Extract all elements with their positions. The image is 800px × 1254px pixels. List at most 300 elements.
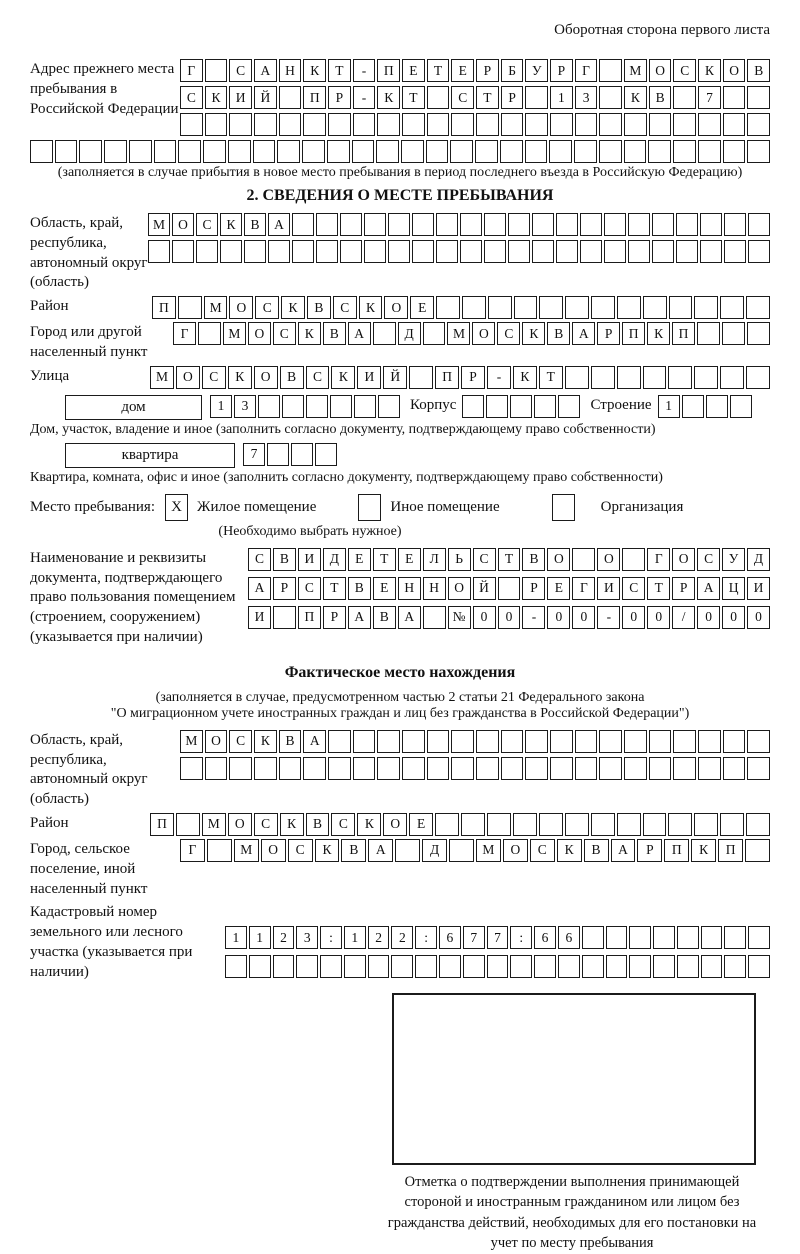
char-box [388,240,410,263]
char-box [525,113,548,136]
char-box [558,395,580,418]
char-box [225,955,247,978]
char-box: Л [423,548,446,571]
stamp-area [30,993,770,1254]
char-box: К [280,813,304,836]
char-box: О [176,366,200,389]
char-box: К [298,322,321,345]
char-box [484,213,506,236]
char-box [700,213,722,236]
char-box [486,395,508,418]
char-box: - [597,606,620,629]
street-row [30,366,770,389]
char-box: 0 [622,606,645,629]
char-box [451,113,474,136]
char-box [628,213,650,236]
char-box: Г [173,322,196,345]
char-box [724,213,746,236]
char-box [228,140,251,163]
doc-grid-row2 [248,577,770,600]
char-box [451,757,474,780]
char-box [629,955,651,978]
char-box: П [150,813,174,836]
char-box [599,86,622,109]
cadastral-label: Кадастровый номер земельного или лесного участка (указывается при наличии) [30,904,193,980]
char-box [575,757,598,780]
char-box [340,240,362,263]
char-box: Р [501,86,524,109]
char-box [475,140,498,163]
char-box: Г [575,59,598,82]
char-box: О [547,548,570,571]
char-box [391,955,413,978]
char-box: - [353,59,376,82]
char-box [643,366,667,389]
char-box [427,757,450,780]
char-box [677,955,699,978]
char-box [104,140,127,163]
char-box: Й [254,86,277,109]
char-box [501,730,524,753]
char-box [196,240,218,263]
char-box: 7 [487,926,509,949]
char-box [746,296,770,319]
char-box [720,296,744,319]
char-box: А [248,577,271,600]
char-box: Г [180,839,205,862]
char-box: П [435,366,459,389]
char-box: : [510,926,532,949]
char-box [427,113,450,136]
char-box [582,955,604,978]
char-box [244,240,266,263]
char-box [353,757,376,780]
char-box: У [722,548,745,571]
char-box: М [202,813,226,836]
char-box: С [673,59,696,82]
prev-address-grid-row1 [180,59,770,82]
char-box: Т [328,59,351,82]
char-box [697,322,720,345]
char-box [180,113,203,136]
char-box [723,86,746,109]
char-box [673,730,696,753]
char-box [279,113,302,136]
char-box [534,955,556,978]
char-box: 2 [273,926,295,949]
stay-type-row [30,494,770,521]
char-box [565,296,589,319]
char-box [723,140,746,163]
char-box [229,757,252,780]
char-box [673,113,696,136]
char-box [534,395,556,418]
prev-address-label: Адрес прежнего места пребывания в Российской Федерации [30,61,179,117]
char-box: 7 [243,443,265,466]
char-box [328,730,351,753]
char-box: О [649,59,672,82]
checkbox-residential: X [165,494,188,521]
char-box [461,813,485,836]
char-box: О [503,839,528,862]
char-box [436,296,460,319]
char-box: П [298,606,321,629]
char-box [700,240,722,263]
char-box: Т [323,577,346,600]
char-box: К [647,322,670,345]
char-box: А [398,606,421,629]
char-box [427,730,450,753]
char-box [746,813,770,836]
char-box [462,296,486,319]
stay-type-label: Место пребывания: [30,498,155,515]
char-box: С [229,59,252,82]
checkbox-organization [552,494,575,521]
char-box [539,813,563,836]
char-box: 0 [547,606,570,629]
char-box [254,113,277,136]
char-box: Т [427,59,450,82]
char-box: Е [373,577,396,600]
char-box [624,140,647,163]
char-box: В [279,730,302,753]
char-box [606,926,628,949]
char-box [676,213,698,236]
char-box [378,395,400,418]
char-box [556,213,578,236]
char-box: В [307,296,331,319]
char-box: Н [423,577,446,600]
char-box [649,730,672,753]
char-box [462,395,484,418]
char-box: К [377,86,400,109]
actual-city-label: Город, сельское поселение, иной населенный пункт [30,840,148,897]
korpus-label: Корпус [410,396,457,413]
char-box: С [497,322,520,345]
char-box [565,813,589,836]
char-box: Д [422,839,447,862]
char-box [412,240,434,263]
stamp-caption: Отметка о подтверждении выполнения принимающей стороной и иностранным гражданином или лицом без гражданства действий, необходимых для его постановки на учет по месту пребывания [387,1173,757,1252]
char-box [591,366,615,389]
char-box [402,730,425,753]
house-type-box: дом [65,395,202,420]
char-box [694,296,718,319]
char-box: 1 [550,86,573,109]
char-box: К [331,366,355,389]
char-box [55,140,78,163]
char-box: В [584,839,609,862]
char-box [643,296,667,319]
char-box: В [373,606,396,629]
char-box [599,59,622,82]
char-box [176,813,200,836]
char-box [488,296,512,319]
char-box [617,366,641,389]
char-box: О [228,813,252,836]
char-box [565,366,589,389]
char-box: И [357,366,381,389]
char-box: 3 [575,86,598,109]
char-box [282,395,304,418]
char-box: И [229,86,252,109]
char-box [701,955,723,978]
char-box: А [368,839,393,862]
option-residential-label: Жилое помещение [197,498,317,515]
char-box [303,113,326,136]
char-box [376,140,399,163]
char-box [724,240,746,263]
char-box [682,395,704,418]
char-box [747,113,770,136]
char-box [205,757,228,780]
char-box: 6 [534,926,556,949]
region-row [30,213,770,293]
actual-region-grid-row2 [180,757,770,780]
char-box [412,213,434,236]
char-box: Е [547,577,570,600]
char-box: А [348,606,371,629]
char-box [487,955,509,978]
char-box: / [672,606,695,629]
char-box: К [228,366,252,389]
char-box [676,240,698,263]
actual-location-title: Фактическое место нахождения [284,663,516,681]
char-box [617,296,641,319]
char-box [622,548,645,571]
char-box [649,757,672,780]
char-box [508,240,530,263]
char-box: С [530,839,555,862]
char-box: К [698,59,721,82]
char-box [296,955,318,978]
char-box: С [622,577,645,600]
char-box [723,757,746,780]
char-box: О [597,548,620,571]
char-box [694,813,718,836]
char-box [668,813,692,836]
apartment-type-box: квартира [65,443,235,468]
char-box [698,757,721,780]
char-box: В [244,213,266,236]
section2-title: 2. СВЕДЕНИЯ О МЕСТЕ ПРЕБЫВАНИЯ [246,187,554,204]
char-box: Е [398,548,421,571]
char-box: В [280,366,304,389]
char-box [525,140,548,163]
char-box [747,757,770,780]
char-box: С [298,577,321,600]
char-box [377,757,400,780]
char-box [629,926,651,949]
char-box [291,443,313,466]
street-label: Улица [30,367,70,384]
char-box [591,296,615,319]
char-box [748,926,770,949]
char-box [205,113,228,136]
char-box: М [447,322,470,345]
char-box: 0 [647,606,670,629]
char-box [203,140,226,163]
prev-address-grid-row2 [180,86,770,109]
char-box: - [353,86,376,109]
char-box [724,926,746,949]
char-box: А [348,322,371,345]
char-box [698,730,721,753]
char-box [748,213,770,236]
char-box [720,366,744,389]
apartment-row [30,443,770,468]
char-box [435,813,459,836]
char-box: 1 [658,395,680,418]
char-box: М [624,59,647,82]
char-box [436,240,458,263]
char-box [476,757,499,780]
char-box [668,366,692,389]
char-box [648,140,671,163]
district-row [30,296,770,319]
char-box: 7 [463,926,485,949]
char-box [599,140,622,163]
char-box [730,395,752,418]
char-box: А [572,322,595,345]
char-box [591,813,615,836]
char-box: Т [647,577,670,600]
char-box [575,730,598,753]
char-box: В [273,548,296,571]
char-box: 1 [344,926,366,949]
char-box: П [622,322,645,345]
char-box [476,730,499,753]
char-box: Е [402,59,425,82]
char-box: К [205,86,228,109]
city-grid [173,322,770,345]
prev-address-grid-row4 [30,140,770,163]
char-box: С [180,86,203,109]
char-box: 3 [234,395,256,418]
char-box [525,757,548,780]
char-box [178,296,202,319]
char-box: Т [476,86,499,109]
char-box [292,213,314,236]
char-box [273,955,295,978]
char-box [747,140,770,163]
char-box: С [331,813,355,836]
char-box [720,813,744,836]
stamp-box [392,993,756,1165]
char-box: № [448,606,471,629]
char-box: В [323,322,346,345]
char-box [220,240,242,263]
char-box: П [377,59,400,82]
char-box: К [315,839,340,862]
char-box: С [473,548,496,571]
char-box: О [229,296,253,319]
char-box [328,757,351,780]
char-box: П [672,322,695,345]
char-box: Р [672,577,695,600]
char-box [320,955,342,978]
char-box: С [451,86,474,109]
char-box: У [525,59,548,82]
char-box [316,240,338,263]
char-box [439,955,461,978]
char-box [198,322,221,345]
char-box: К [691,839,716,862]
char-box [377,730,400,753]
char-box [436,213,458,236]
char-box [500,140,523,163]
char-box: В [747,59,770,82]
char-box [747,86,770,109]
actual-district-row [30,813,770,836]
char-box: И [747,577,770,600]
char-box [267,443,289,466]
char-box: Р [273,577,296,600]
char-box: А [268,213,290,236]
char-box: А [611,839,636,862]
char-box [574,140,597,163]
char-box [352,140,375,163]
char-box [402,757,425,780]
char-box [306,395,328,418]
char-box [450,140,473,163]
char-box [723,730,746,753]
char-box [373,322,396,345]
cadastral-grid-row2 [225,955,770,978]
char-box: И [597,577,620,600]
char-box [279,86,302,109]
char-box [129,140,152,163]
char-box: О [472,322,495,345]
char-box: М [148,213,170,236]
char-box: : [320,926,342,949]
cadastral-grid-row1 [225,926,770,949]
char-box [423,606,446,629]
char-box: 2 [391,926,413,949]
char-box: А [303,730,326,753]
char-box [532,240,554,263]
char-box [315,443,337,466]
char-box: М [204,296,228,319]
char-box: П [718,839,743,862]
char-box: В [306,813,330,836]
char-box: В [341,839,366,862]
char-box [599,113,622,136]
char-box [549,140,572,163]
char-box: Р [522,577,545,600]
char-box [748,240,770,263]
char-box [510,395,532,418]
char-box: - [522,606,545,629]
char-box: Р [328,86,351,109]
char-box [724,955,746,978]
char-box: Р [461,366,485,389]
char-box: 0 [747,606,770,629]
char-box [677,926,699,949]
char-box: Т [498,548,521,571]
char-box [249,955,271,978]
char-box [302,140,325,163]
house-number-grid [210,395,400,418]
char-box [747,730,770,753]
char-box: 1 [210,395,232,418]
option-organization-label: Организация [600,498,684,515]
char-box [395,839,420,862]
char-box: К [281,296,305,319]
char-box [617,813,641,836]
char-box: 1 [249,926,271,949]
char-box [604,240,626,263]
